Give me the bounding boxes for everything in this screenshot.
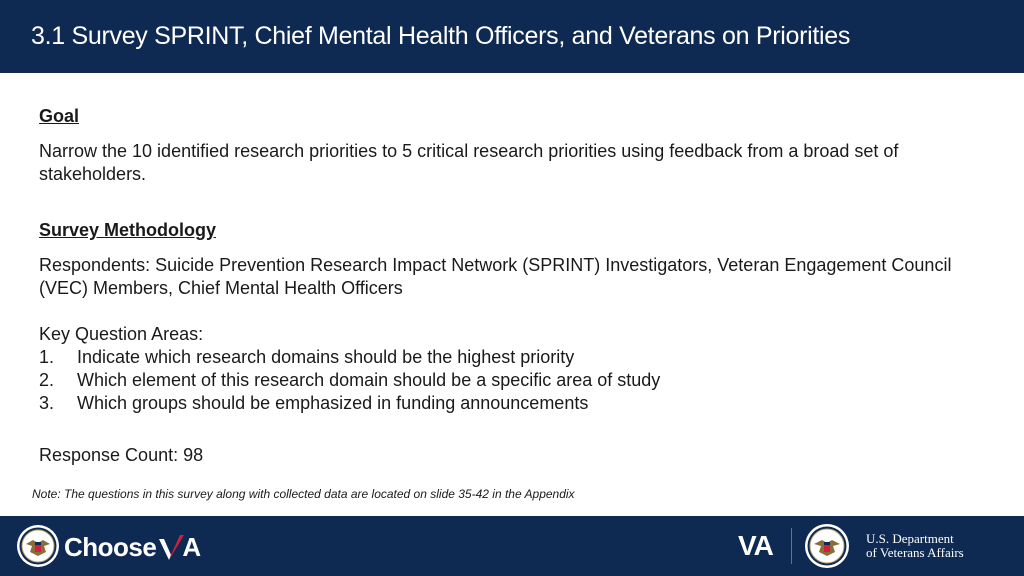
- va-logo: VA: [738, 530, 773, 561]
- header-bar: [0, 0, 1024, 73]
- goal-heading: Goal: [39, 106, 80, 126]
- choose-text: Choose: [64, 531, 157, 562]
- goal-text: Narrow the 10 identified research priorities to 5 critical research priorities using feedback from a broad set of stakeholders.: [39, 141, 899, 184]
- list-item-text: Which element of this research domain should be a specific area of study: [77, 370, 661, 390]
- choose-a-letter: A: [182, 531, 201, 562]
- key-question-areas-title: Key Question Areas:: [39, 324, 204, 344]
- list-item: [39, 346, 660, 369]
- department-line-2: of Veterans Affairs: [866, 545, 964, 560]
- response-count: Response Count: 98: [39, 445, 204, 465]
- list-item-text: Indicate which research domains should be the highest priority: [77, 347, 575, 367]
- list-item-number: 1.: [39, 347, 55, 367]
- list-item-number: 2.: [39, 370, 55, 390]
- va-seal-icon: [804, 523, 850, 569]
- department-name: [866, 532, 964, 560]
- va-seal-icon: [16, 524, 60, 568]
- department-line-1: U.S. Department: [866, 531, 954, 546]
- key-question-list: [39, 346, 660, 415]
- list-item: [39, 369, 660, 392]
- survey-methodology-heading: Survey Methodology: [39, 220, 217, 240]
- footer-bar: [0, 516, 1024, 576]
- v-checkmark-icon: [158, 533, 184, 561]
- list-item-number: 3.: [39, 393, 55, 413]
- appendix-note: Note: The questions in this survey along with collected data are located on slide 35-42 in the Appendix: [32, 487, 575, 501]
- footer-divider: [791, 528, 792, 564]
- slide-title: 3.1 Survey SPRINT, Chief Mental Health Officers, and Veterans on Priorities: [31, 22, 851, 50]
- list-item: [39, 392, 660, 415]
- list-item-text: Which groups should be emphasized in funding announcements: [77, 393, 589, 413]
- choose-va-logo: [64, 532, 201, 562]
- respondents-text: Respondents: Suicide Prevention Research Impact Network (SPRINT) Investigators, Veteran Engagement Council (VEC) Members, Chief Mental Health Officers: [39, 255, 952, 298]
